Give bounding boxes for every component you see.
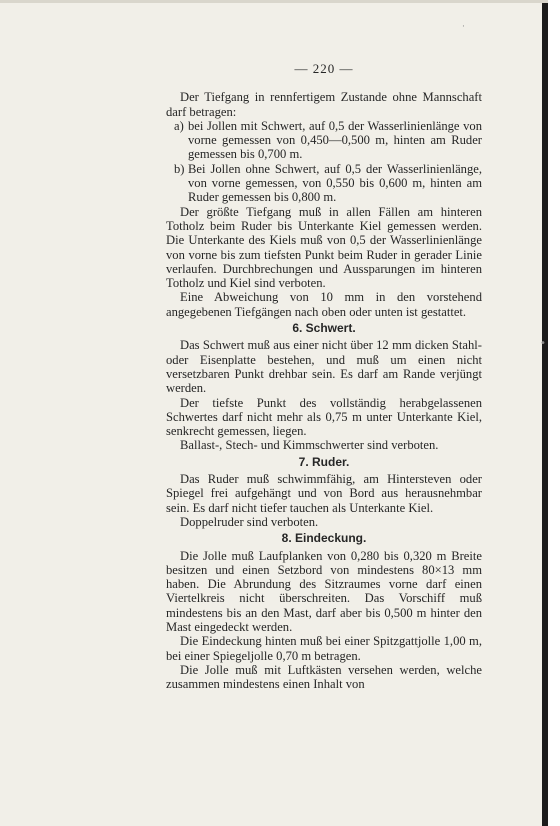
- body-paragraph: Die Jolle muß mit Luftkästen versehen werden, welche zusammen mindestens einen Inhalt von: [166, 662, 482, 692]
- body-paragraph: Doppelruder sind verboten.: [180, 514, 319, 529]
- body-paragraph: Der tiefste Punkt des vollständig herabgelassenen Schwertes darf nicht mehr als 0,75 m unter Unterkante Kiel, senkrecht gemessen, liegen.: [166, 395, 482, 439]
- section-heading-schwert: 6. Schwert.: [292, 321, 356, 336]
- section-heading-eindeckung: 8. Eindeckung.: [281, 531, 367, 546]
- body-paragraph: Das Ruder muß schwimmfähig, am Hintersteven oder Spiegel frei aufgehängt und von Bord aus herausnehmbar sein. Es darf nicht tiefer tauchen als Unterkante Kiel.: [166, 472, 482, 515]
- margin-speck: ·: [462, 22, 465, 32]
- page-number: — 220 —: [294, 61, 354, 76]
- list-marker: b): [174, 161, 185, 176]
- margin-speck: •: [540, 338, 546, 349]
- list-text: Bei Jollen ohne Schwert, auf 0,5 der Wasserlinienlänge, von vorne gemessen, von 0,550 bis 0,600 m, hinten am Ruder gemessen bis 0,800 m.: [188, 161, 482, 205]
- page-edge: [0, 0, 548, 3]
- body-paragraph: Der größte Tiefgang muß in allen Fällen am hinteren Totholz beim Ruder bis Unterkante Kiel gemessen werden. Die Unterkante des Kiels muß von 0,5 der Wasserlinienlänge von vorne bis zum tiefsten Punkt beim Ruder in gerader Linie verlaufen. Durchbrechungen und Aussparungen im hinteren Totholz und Kiel sind verboten.: [166, 204, 482, 291]
- list-text: bei Jollen mit Schwert, auf 0,5 der Wasserlinienlänge von vorne gemessen von 0,450—0,500 m, hinten am Ruder gemessen bis 0,700 m.: [188, 118, 482, 162]
- list-item: [174, 162, 482, 205]
- list-item: [174, 119, 482, 162]
- page-content: [166, 62, 482, 691]
- body-paragraph: Das Schwert muß aus einer nicht über 12 mm dicken Stahl- oder Eisenplatte bestehen, und muß um einen nicht versetzbaren Punkt drehbar sein. Es darf am Rande verjüngt werden.: [166, 338, 482, 396]
- section-heading-ruder: 7. Ruder.: [298, 454, 350, 469]
- list-marker: a): [174, 118, 184, 133]
- body-paragraph: Die Eindeckung hinten muß bei einer Spitzgattjolle 1,00 m, bei einer Spiegeljolle 0,70 m betragen.: [166, 634, 482, 663]
- intro-paragraph: Der Tiefgang in rennfertigem Zustande ohne Mannschaft darf betragen:: [166, 90, 482, 119]
- body-paragraph: Ballast-, Stech- und Kimmschwerter sind verboten.: [180, 438, 439, 453]
- body-paragraph: Die Jolle muß Laufplanken von 0,280 bis 0,320 m Breite besitzen und einen Setzbord von mindestens 80×13 mm haben. Die Abrundung des Sitzraumes vorne darf einen Viertelkreis nicht überschreiten. Das Vorschiff muß mindestens bis an den Mast, darf aber bis 0,500 m hinter den Mast eingedeckt werden.: [166, 548, 482, 634]
- body-paragraph: Eine Abweichung von 10 mm in den vorstehend angegebenen Tiefgängen nach oben oder unten ist gestattet.: [166, 290, 482, 319]
